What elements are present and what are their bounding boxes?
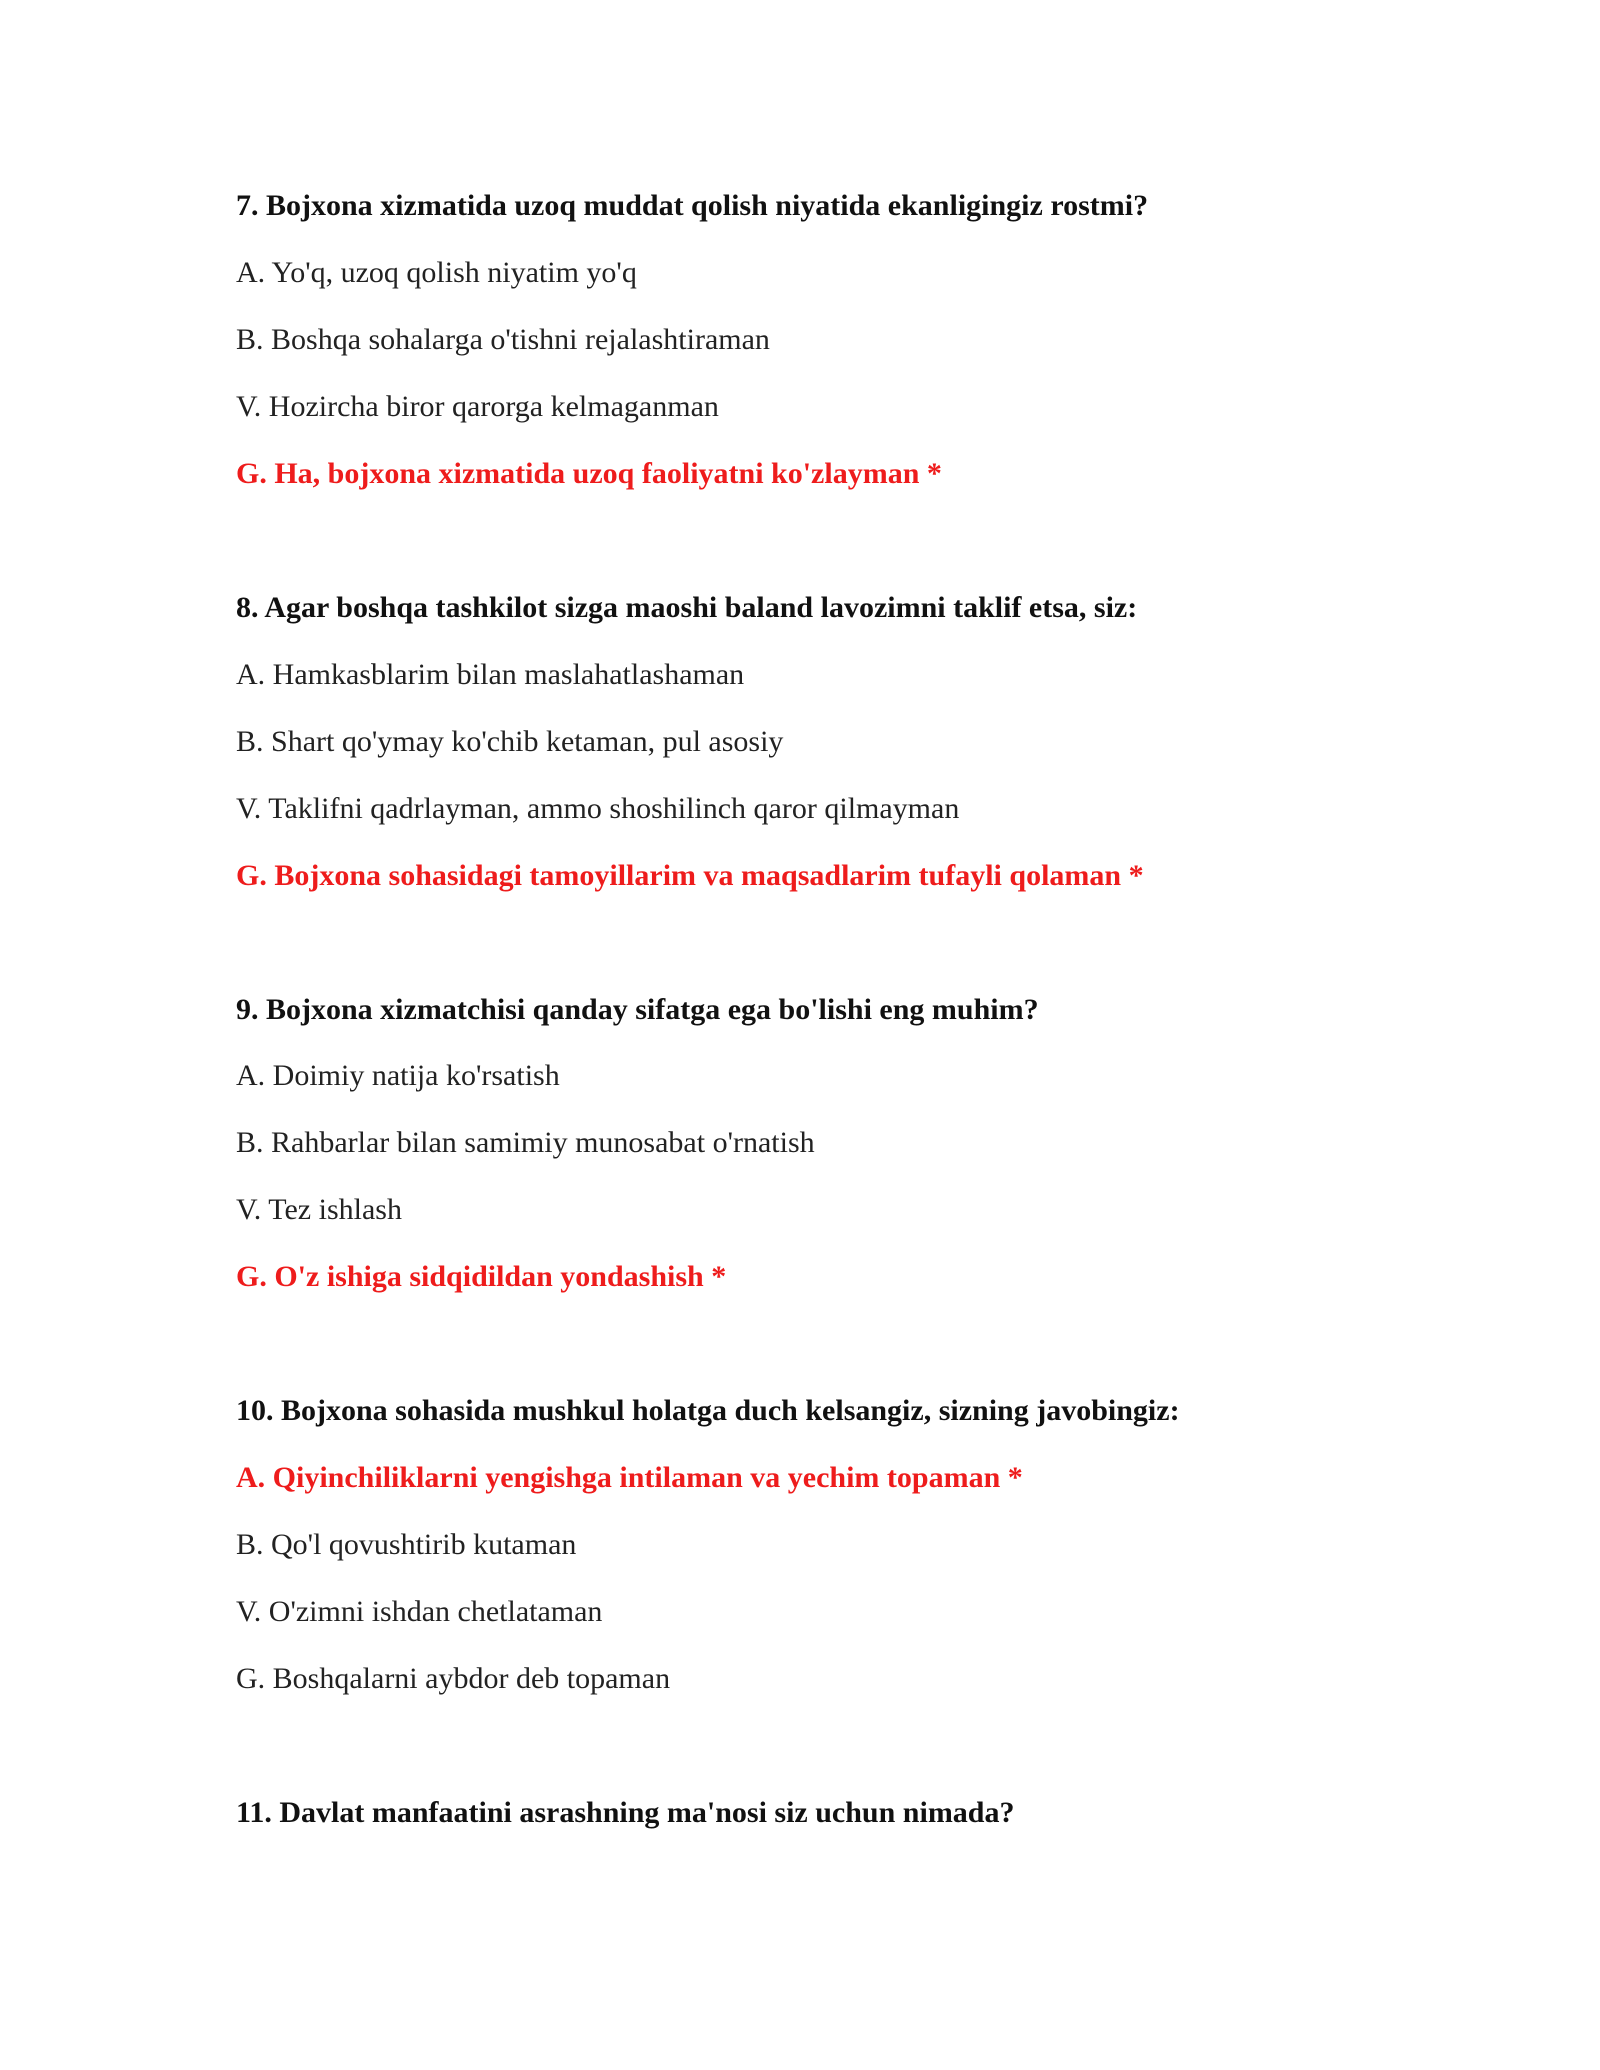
question-7-option-g-correct: G. Ha, bojxona xizmatida uzoq faoliyatni ko'zlayman * xyxy=(236,457,942,490)
question-8-option-a: A. Hamkasblarim bilan maslahatlashaman xyxy=(236,658,745,691)
question-10-option-b: B. Qo'l qovushtirib kutaman xyxy=(236,1528,577,1561)
question-10-option-g: G. Boshqalarni aybdor deb topaman xyxy=(236,1662,671,1695)
question-7: 7. Bojxona xizmatida uzoq muddat qolish niyatida ekanligingiz rostmi? xyxy=(236,189,1149,222)
question-8-option-v: V. Taklifni qadrlayman, ammo shoshilinch qaror qilmayman xyxy=(236,792,960,825)
question-9-option-a: A. Doimiy natija ko'rsatish xyxy=(236,1059,560,1092)
question-10: 10. Bojxona sohasida mushkul holatga duch kelsangiz, sizning javobingiz: xyxy=(236,1394,1180,1427)
question-11: 11. Davlat manfaatini asrashning ma'nosi siz uchun nimada? xyxy=(236,1796,1015,1829)
question-10-option-a-correct: A. Qiyinchiliklarni yengishga intilaman va yechim topaman * xyxy=(236,1461,1023,1494)
question-9-option-g-correct: G. O'z ishiga sidqidildan yondashish * xyxy=(236,1260,727,1293)
question-9-option-v: V. Tez ishlash xyxy=(236,1193,402,1226)
question-8-option-b: B. Shart qo'ymay ko'chib ketaman, pul asosiy xyxy=(236,725,784,758)
question-7-option-a: A. Yo'q, uzoq qolish niyatim yo'q xyxy=(236,256,637,289)
question-10-option-v: V. O'zimni ishdan chetlataman xyxy=(236,1595,603,1628)
question-9-option-b: B. Rahbarlar bilan samimiy munosabat o'rnatish xyxy=(236,1126,815,1159)
question-8-option-g-correct: G. Bojxona sohasidagi tamoyillarim va maqsadlarim tufayli qolaman * xyxy=(236,859,1144,892)
question-7-option-b: B. Boshqa sohalarga o'tishni rejalashtiraman xyxy=(236,323,770,356)
question-9: 9. Bojxona xizmatchisi qanday sifatga ega bo'lishi eng muhim? xyxy=(236,993,1039,1026)
question-7-option-v: V. Hozircha biror qarorga kelmaganman xyxy=(236,390,719,423)
question-8: 8. Agar boshqa tashkilot sizga maoshi baland lavozimni taklif etsa, siz: xyxy=(236,591,1138,624)
